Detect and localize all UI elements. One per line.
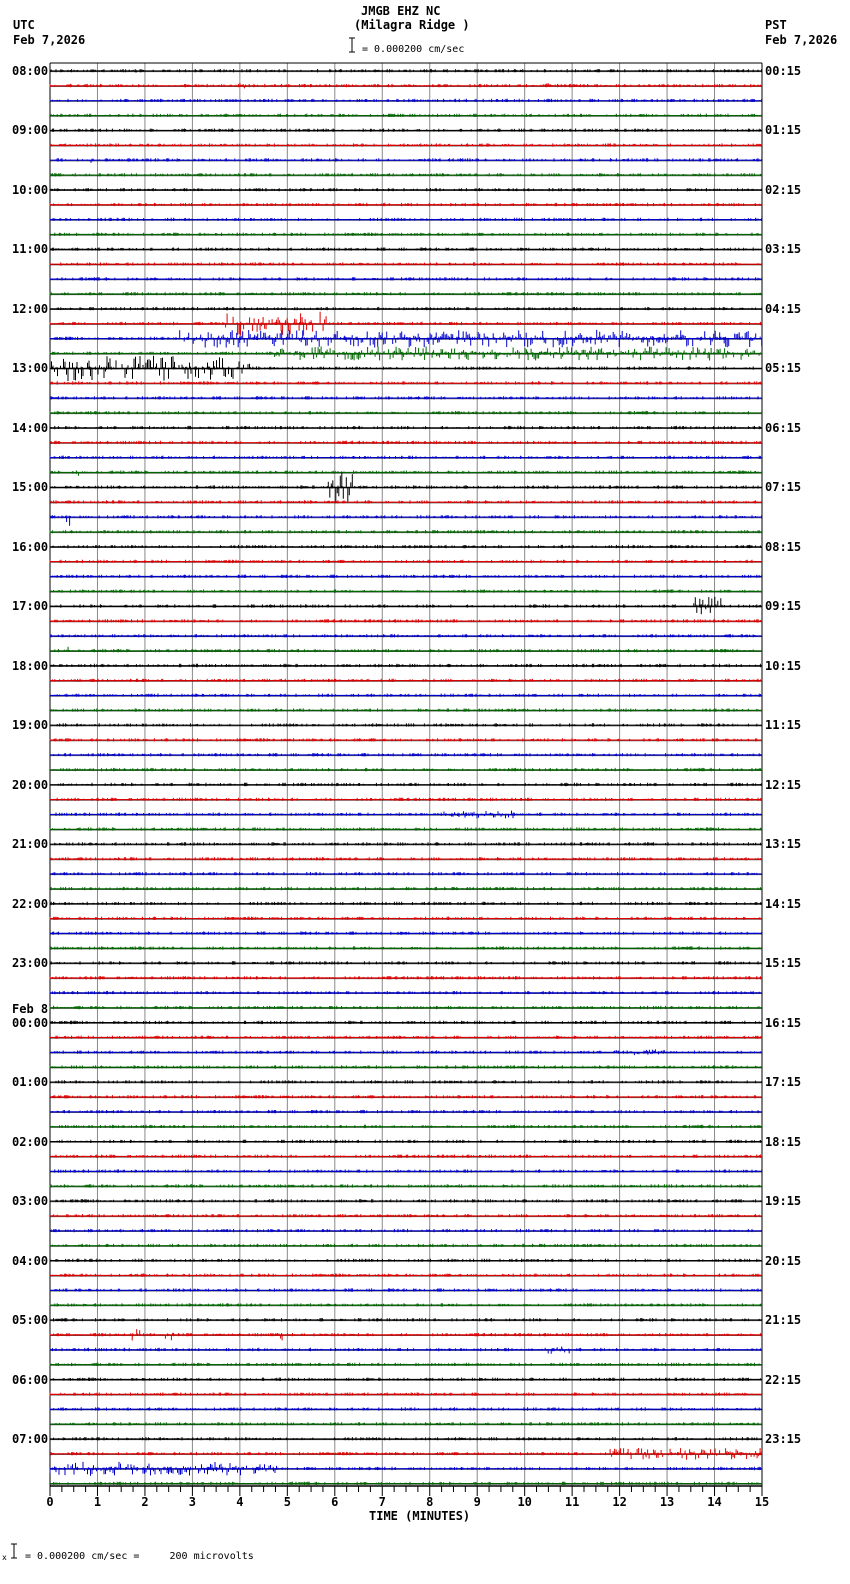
left-hour-label: 02:00: [12, 1134, 49, 1149]
left-hour-label: 11:00: [12, 242, 49, 257]
left-hour-label: 10:00: [12, 182, 49, 197]
footer-scale-glyph: [10, 1543, 18, 1559]
right-hour-label: 09:15: [765, 599, 802, 614]
right-hour-label: 17:15: [765, 1075, 802, 1090]
footer-scale-text: = 0.000200 cm/sec = 200 microvolts: [25, 1551, 254, 1562]
right-hour-label: 21:15: [765, 1313, 802, 1328]
right-date: Feb 7,2026: [765, 33, 838, 47]
right-hour-label: 05:15: [765, 361, 802, 376]
x-tick-label: 3: [188, 1495, 197, 1509]
x-tick-label: 6: [331, 1495, 339, 1509]
x-tick-label: 2: [141, 1495, 149, 1509]
x-axis-title: TIME (MINUTES): [369, 1509, 471, 1523]
right-hour-label: 12:15: [765, 777, 802, 792]
right-hour-label: 19:15: [765, 1194, 802, 1209]
left-hour-label: 22:00: [12, 896, 49, 911]
x-tick-label: 12: [612, 1495, 627, 1509]
right-hour-label: 07:15: [765, 480, 802, 495]
right-hour-label: 22:15: [765, 1372, 802, 1387]
station-title: JMGB EHZ NC: [361, 4, 441, 18]
left-hour-label: 06:00: [12, 1372, 49, 1387]
x-tick-label: 9: [473, 1495, 481, 1509]
right-hour-label: 04:15: [765, 301, 802, 316]
left-hour-label: 17:00: [12, 599, 49, 614]
left-hour-label: 07:00: [12, 1432, 49, 1447]
x-tick-label: 13: [659, 1495, 675, 1509]
right-hour-label: 00:15: [765, 64, 802, 78]
right-hour-label: 23:15: [765, 1432, 802, 1447]
left-date: Feb 7,2026: [13, 33, 86, 47]
right-hour-label: 13:15: [765, 837, 802, 852]
left-hour-label: 15:00: [12, 480, 49, 495]
x-tick-label: 15: [754, 1495, 770, 1509]
left-hour-label: 20:00: [12, 777, 49, 792]
left-hour-label: 21:00: [12, 837, 49, 852]
left-hour-label: 14:00: [12, 420, 49, 435]
date-change-label: Feb 8: [12, 1001, 49, 1016]
right-hour-label: 18:15: [765, 1134, 802, 1149]
right-hour-label: 08:15: [765, 539, 802, 554]
left-hour-label: 18:00: [12, 658, 49, 673]
right-hour-label: 16:15: [765, 1015, 802, 1030]
scale-text: = 0.000200 cm/sec: [362, 44, 465, 55]
left-hour-label: 19:00: [12, 718, 49, 733]
left-hour-label: 05:00: [12, 1313, 49, 1328]
right-hour-label: 02:15: [765, 182, 802, 197]
x-tick-label: 5: [283, 1495, 291, 1509]
x-tick-label: 4: [236, 1495, 244, 1509]
location-title: (Milagra Ridge ): [354, 18, 470, 32]
left-hour-label: 09:00: [12, 123, 49, 138]
right-hour-label: 15:15: [765, 956, 802, 971]
left-hour-label: 13:00: [12, 361, 49, 376]
x-tick-label: 0: [46, 1495, 54, 1509]
right-hour-label: 03:15: [765, 242, 802, 257]
x-tick-label: 10: [517, 1495, 532, 1509]
left-hour-label: 23:00: [12, 956, 49, 971]
footer-prefix: x: [2, 1553, 7, 1562]
left-hour-label: 00:00: [12, 1015, 49, 1030]
x-tick-label: 7: [378, 1495, 386, 1509]
left-hour-label: 16:00: [12, 539, 49, 554]
left-hour-label: 08:00: [12, 64, 49, 78]
x-tick-label: 14: [707, 1495, 722, 1509]
left-hour-label: 12:00: [12, 301, 49, 316]
right-hour-label: 10:15: [765, 658, 802, 673]
right-hour-label: 06:15: [765, 420, 802, 435]
left-timezone: UTC: [13, 18, 35, 32]
right-hour-label: 01:15: [765, 123, 802, 138]
right-timezone: PST: [765, 18, 787, 32]
left-hour-label: 01:00: [12, 1075, 49, 1090]
x-tick-label: 8: [426, 1495, 434, 1509]
x-tick-label: 1: [93, 1495, 102, 1509]
right-hour-label: 11:15: [765, 718, 802, 733]
x-tick-label: 11: [564, 1495, 580, 1509]
right-hour-label: 14:15: [765, 896, 802, 911]
left-hour-label: 04:00: [12, 1253, 49, 1268]
right-hour-label: 20:15: [765, 1253, 802, 1268]
left-hour-label: 03:00: [12, 1194, 49, 1209]
footer-scale-bar-icon: [10, 1543, 18, 1562]
